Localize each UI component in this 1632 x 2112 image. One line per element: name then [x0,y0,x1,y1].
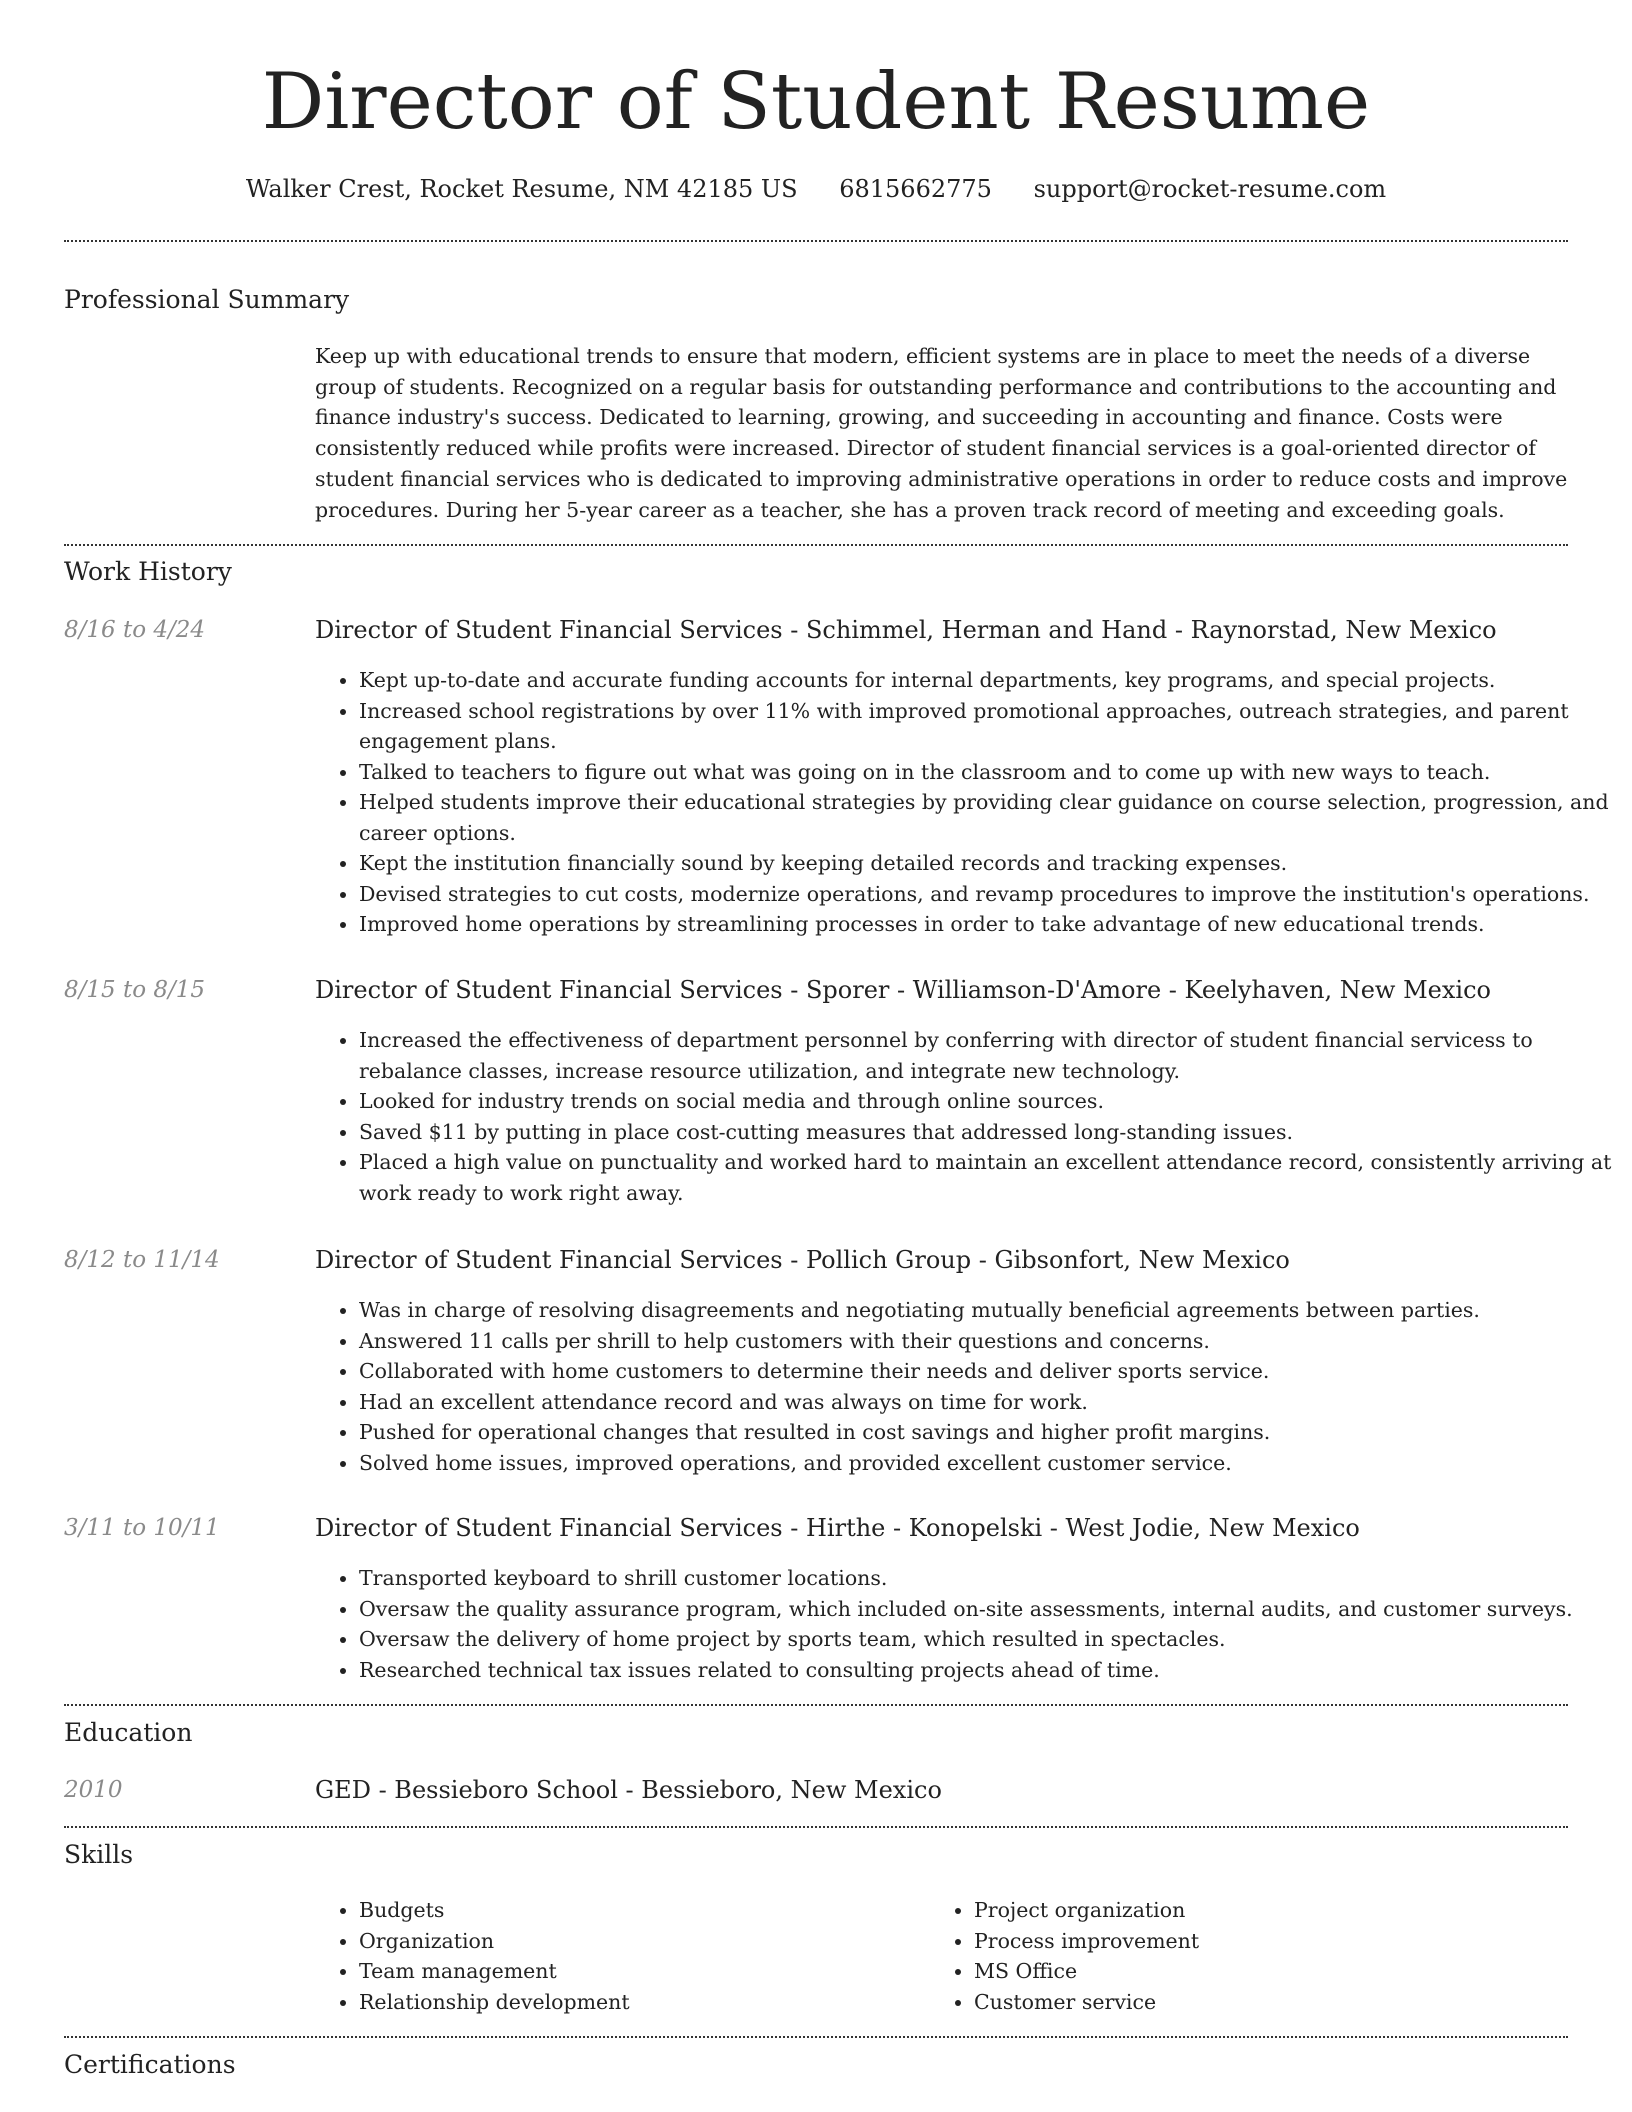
skills-list-left [315,1895,919,2017]
skill-item: • Customer service [974,1987,1534,2018]
section-title-skills: Skills [64,1840,134,1869]
job-bullet: • Pushed for operational changes that resulted in cost savings and higher profit margins. [359,1417,1614,1448]
job-dates: 8/16 to 4/24 [64,617,206,643]
resume-name: Director of Student Resume [261,57,1371,147]
divider [64,1826,1568,1828]
job-title: Director of Student Financial Services - Sporer - Williamson-D'Amore - Keelyhaven, New Mexico [315,976,1491,1004]
summary-text: Keep up with educational trends to ensure that modern, efficient systems are in place to meet the needs of a diverse group of students. Recognized on a regular basis for outstanding performance and contributions to the accounting and finance industry's success. Dedicated to learning, growing, and succeeding in accounting and finance. Costs were consistently reduced while profits were increased. Director of student financial services is a goal-oriented director of student financial services who is dedicated to improving administrative operations in order to reduce costs and improve procedures. During her 5-year career as a teacher, she has a proven track record of meeting and exceeding goals. [315,344,1568,522]
job-bullet: • Collaborated with home customers to determine their needs and deliver sports service. [359,1356,1614,1387]
job-bullet: • Kept the institution financially sound by keeping detailed records and tracking expenses. [359,848,1614,879]
skill-item: • Process improvement [974,1926,1534,1957]
job-bullet: • Solved home issues, improved operations, and provided excellent customer service. [359,1448,1614,1479]
contact-email: support@rocket-resume.com [1033,175,1387,203]
job-bullet: • Kept up-to-date and accurate funding accounts for internal departments, key programs, and special projects. [359,665,1614,696]
skill-item: • Relationship development [359,1987,919,2018]
skill-item: • Budgets [359,1895,919,1926]
job-dates: 8/12 to 11/14 [64,1247,220,1273]
education-entry: GED - Bessieboro School - Bessieboro, New Mexico [315,1776,942,1804]
divider [64,240,1568,242]
section-title-summary: Professional Summary [64,285,350,314]
contact-line [0,172,1632,206]
education-year: 2010 [64,1777,123,1803]
job-bullet: • Increased school registrations by over 11% with improved promotional approaches, outreach strategies, and parent engagement plans. [359,696,1614,757]
job-title: Director of Student Financial Services - Schimmel, Herman and Hand - Raynorstad, New Mexico [315,616,1497,644]
skill-item: • Project organization [974,1895,1534,1926]
job-bullet: • Increased the effectiveness of department personnel by conferring with director of student financial servicess to rebalance classes, increase resource utilization, and integrate new technology. [359,1025,1614,1086]
job-bullet: • Improved home operations by streamlining processes in order to take advantage of new educational trends. [359,909,1614,940]
divider [64,1704,1568,1706]
section-title-work: Work History [64,557,232,586]
job-bullet: • Transported keyboard to shrill customer locations. [359,1563,1614,1594]
divider [64,544,1568,546]
job-bullet: • Placed a high value on punctuality and worked hard to maintain an excellent attendance record, consistently arriving at work ready to work right away. [359,1147,1614,1208]
contact-address: Walker Crest, Rocket Resume, NM 42185 US [245,175,798,203]
skills-list-right [930,1895,1534,2017]
job-bullet: • Looked for industry trends on social media and through online sources. [359,1086,1614,1117]
job-bullet: • Researched technical tax issues related to consulting projects ahead of time. [359,1655,1614,1686]
section-title-education: Education [64,1718,193,1747]
job-bullet: • Saved $11 by putting in place cost-cutting measures that addressed long-standing issues. [359,1117,1614,1148]
job-bullets [315,1563,1614,1685]
job-bullets [315,1295,1614,1478]
contact-phone: 6815662775 [839,175,992,203]
job-bullet: • Oversaw the delivery of home project by sports team, which resulted in spectacles. [359,1624,1614,1655]
job-bullet: • Oversaw the quality assurance program, which included on-site assessments, internal audits, and customer surveys. [359,1594,1614,1625]
skill-item: • Team management [359,1956,919,1987]
job-bullet: • Was in charge of resolving disagreements and negotiating mutually beneficial agreements between parties. [359,1295,1614,1326]
job-title: Director of Student Financial Services - Hirthe - Konopelski - West Jodie, New Mexico [315,1514,1360,1542]
job-bullet: • Talked to teachers to figure out what was going on in the classroom and to come up with new ways to teach. [359,757,1614,788]
skill-item: • MS Office [974,1956,1534,1987]
section-title-certifications: Certifications [64,2050,236,2079]
job-bullet: • Helped students improve their educational strategies by providing clear guidance on course selection, progression, and career options. [359,787,1614,848]
skill-item: • Organization [359,1926,919,1957]
job-bullet: • Devised strategies to cut costs, modernize operations, and revamp procedures to improve the institution's operations. [359,879,1614,910]
job-title: Director of Student Financial Services - Pollich Group - Gibsonfort, New Mexico [315,1246,1290,1274]
job-bullet: • Answered 11 calls per shrill to help customers with their questions and concerns. [359,1326,1614,1357]
divider [64,2036,1568,2038]
job-dates: 8/15 to 8/15 [64,977,206,1003]
job-bullets [315,1025,1614,1208]
job-dates: 3/11 to 10/11 [64,1515,220,1541]
job-bullet: • Had an excellent attendance record and was always on time for work. [359,1387,1614,1418]
job-bullets [315,665,1614,940]
